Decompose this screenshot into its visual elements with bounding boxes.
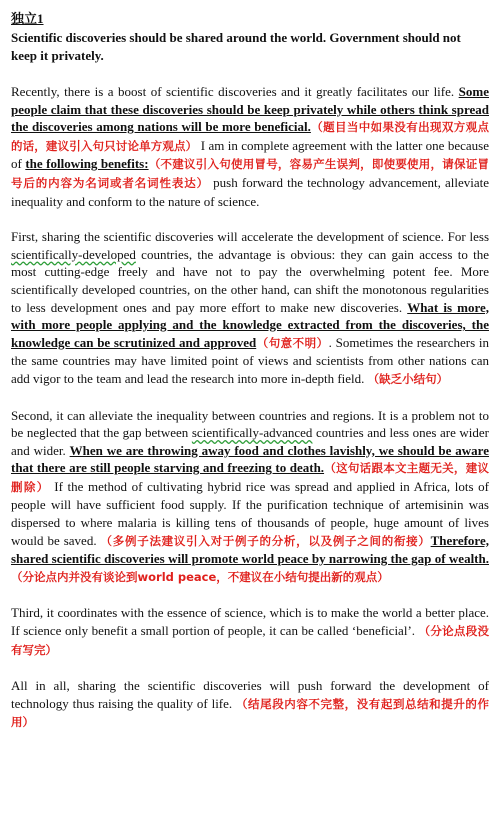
body-paragraph-2 <box>11 407 489 587</box>
conclusion-paragraph <box>11 677 489 732</box>
p1-text-1: First, sharing the scientific discoveries will accelerate the development of science. For less <box>11 229 489 245</box>
essay-label: 独立1 <box>11 11 44 26</box>
intro-paragraph <box>11 83 489 210</box>
p2-text-4: If the method of cultivating hybrid rice was spread and applied in Africa, lots of people will have sufficient food supply. If the purification technique of artemisinin was dispersed to where malaria is killing tens of thousands of people, huge amount of lives would be saved. <box>11 478 489 548</box>
intro-text-1: Recently, there is a boost of scientific discoveries and it greatly facilitates our life. <box>11 84 459 99</box>
p4-text-1: All in all, sharing the scientific discoveries will push forward the development of technology thus raising the quality of life. <box>11 678 489 711</box>
p2-underlined-sentence-1: When we are throwing away food and clothes lavishly, we should be aware that there are still people starving and freezing to death. <box>11 442 489 476</box>
p2-underlined-sentence-2: Therefore, shared scientific discoveries will promote world peace by narrowing the gap of wealth. <box>11 532 489 567</box>
p1-comment-1: （句意不明） <box>256 335 329 350</box>
intro-underlined-claim: Some people claim that these discoveries should be keep privately while others think spread the discoveries among nations will be more beneficial. <box>11 84 489 135</box>
p3-comment-1: （分论点段没有写完） <box>11 624 489 657</box>
p3-text-1: Third, it coordinates with the essence of science, which is to make the world a better place. If science only benefit a small portion of people, it can be called ‘beneficial’. <box>11 605 489 639</box>
intro-underlined-benefits: the following benefits: <box>25 156 149 172</box>
body-paragraph-3 <box>11 604 489 659</box>
p1-underlined-sentence: What is more, with more people applying and the knowledge extracted from the discoveries, the knowledge can be scrutinized and approved <box>11 299 489 350</box>
intro-text-3: I am in complete agreement with the latter one because of <box>11 137 489 172</box>
intro-comment-2: （不建议引入句使用冒号，容易产生误判，即使要使用，请保证冒号后的内容为名词或者名词性表达） <box>11 157 489 190</box>
p2-comment-1: （这句话跟本文主题无关，建议删除） <box>11 461 489 494</box>
p1-comment-2: （缺乏小结句） <box>367 371 449 386</box>
p4-comment-1: （结尾段内容不完整，没有起到总结和提升的作用） <box>11 696 489 730</box>
p1-spellcheck-word: scientifically-developed <box>11 246 136 262</box>
p1-text-4: . Sometimes the researchers in the same countries may have limited point of views and scientists from other nations can add vigor to the team and lead the research into more in-depth field. <box>11 334 490 386</box>
p2-text-2: countries and less ones are wider and wider. <box>11 425 489 458</box>
essay-title: Scientific discoveries should be shared around the world. Government should not keep it privately. <box>11 30 461 63</box>
p1-text-2: countries, the advantage is obvious: they can gain access to the most cutting-edge freely and have not to pay the overwhelming potent fee. More scientifically developed countries, on the other hand, can shift the monotonous regularities to less development ones and pay more effort to make new discoveries. <box>11 246 489 315</box>
p2-comment-3: （分论点内并没有谈论到world peace，不建议在小结句提出新的观点） <box>11 569 389 584</box>
p2-text-1: Second, it can alleviate the inequality between countries and regions. It is a problem not to be neglected that the gap between <box>11 407 489 441</box>
intro-text-5: push forward the technology advancement, alleviate inequality and conform to the nature of science. <box>11 174 490 209</box>
intro-comment-1: （题目当中如果没有出现双方观点的话，建议引入句只讨论单方观点） <box>11 120 489 153</box>
p2-comment-2: （多例子法建议引入对于例子的分析，以及例子之间的衔接） <box>100 533 431 548</box>
p2-spellcheck-word: scientifically-advanced <box>191 425 313 441</box>
body-paragraph-1 <box>11 228 489 388</box>
